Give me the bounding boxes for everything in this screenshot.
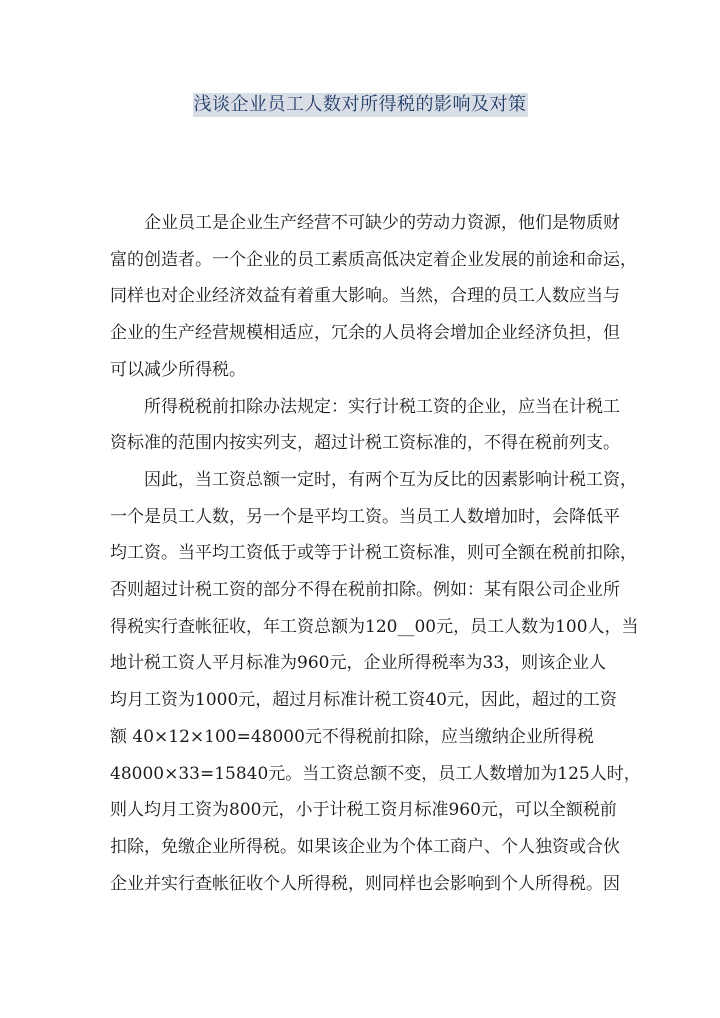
- text-line: 可以减少所得税。: [110, 359, 246, 380]
- text-line: 所得税税前扣除办法规定：实行计税工资的企业，应当在计税工: [144, 396, 620, 417]
- text-line: 否则超过计税工资的部分不得在税前扣除。例如：某有限公司企业所: [110, 580, 620, 601]
- text-line: 48000×33=15840元。当工资总额不变，员工人数增加为125人时，: [110, 763, 641, 784]
- text-line: 一个是员工人数，另一个是平均工资。当员工人数增加时，会降低平: [110, 506, 620, 527]
- text-line: 企业员工是企业生产经营不可缺少的劳动力资源，他们是物质财: [144, 213, 620, 233]
- document-title: 浅谈企业员工人数对所得税的影响及对策: [193, 94, 527, 115]
- paragraph-2: [110, 389, 620, 462]
- text-line: 资标准的范围内按实列支，超过计税工资标准的，不得在税前列支。: [110, 433, 620, 454]
- text-line: 均工资。当平均工资低于或等于计税工资标准，则可全额在税前扣除，: [110, 543, 637, 564]
- paragraph-3: [110, 462, 641, 902]
- text-line: 均月工资为1000元，超过月标准计税工资40元，因此，超过的工资: [110, 690, 617, 711]
- text-line: 则人均月工资为800元，小于计税工资月标准960元，可以全额税前: [110, 800, 617, 821]
- text-line: 企业的生产经营规模相适应，冗余的人员将会增加企业经济负担，但: [110, 323, 620, 344]
- text-line: 同样也对企业经济效益有着重大影响。当然，合理的员工人数应当与: [110, 286, 620, 307]
- text-line: 地计税工资人平月标准为960元，企业所得税率为33，则该企业人: [110, 653, 607, 674]
- text-line: 企业并实行查帐征收个人所得税，则同样也会影响到个人所得税。因: [110, 873, 620, 894]
- title-container: [0, 93, 720, 117]
- paragraph-1: [110, 205, 637, 389]
- text-line: 得税实行查帐征收，年工资总额为120__00元，员工人数为100人，当: [110, 616, 639, 637]
- text-line: 因此，当工资总额一定时，有两个互为反比的因素影响计税工资，: [144, 469, 637, 490]
- text-line: 额 40×12×100=48000元不得税前扣除，应当缴纳企业所得税: [110, 726, 594, 747]
- text-line: 富的创造者。一个企业的员工素质高低决定着企业发展的前途和命运，: [110, 249, 637, 270]
- text-line: 扣除，免缴企业所得税。如果该企业为个体工商户、个人独资或合伙: [110, 836, 620, 857]
- document-body: [110, 205, 641, 902]
